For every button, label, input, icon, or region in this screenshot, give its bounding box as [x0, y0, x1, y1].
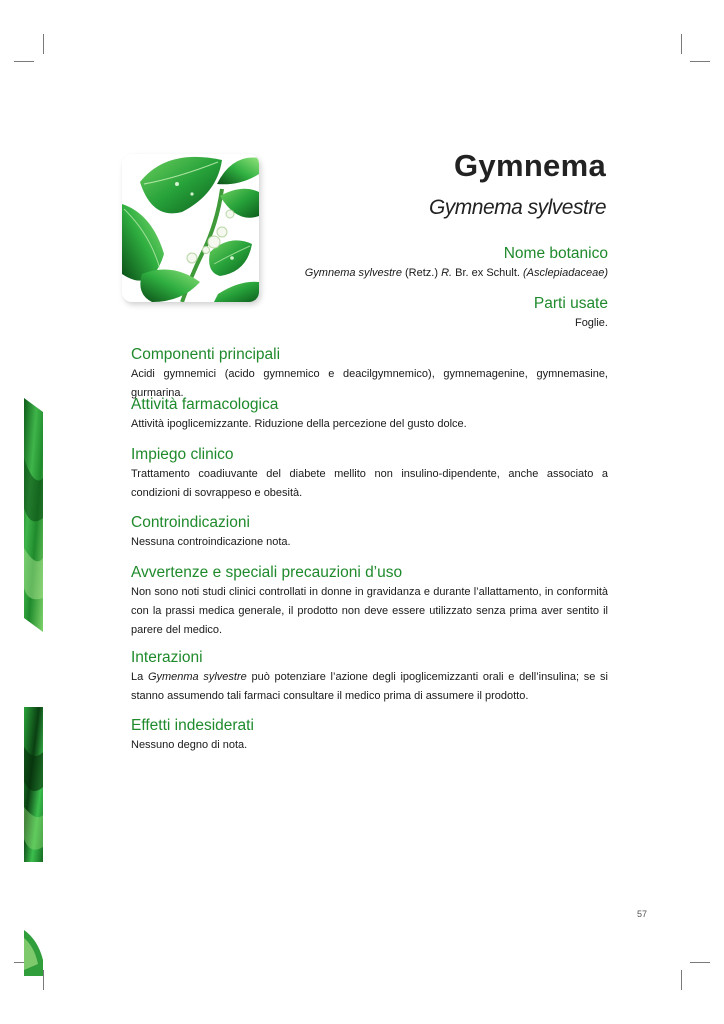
interactions-heading: Interazioni: [131, 649, 203, 666]
left-leaf-strip-middle: [24, 707, 43, 862]
page-number: 57: [636, 909, 647, 919]
crop-mark-top-right-vertical: [681, 34, 682, 54]
clinical-use-text: Trattamento coadiuvante del diabete mellito non insulino-dipendente, anche associato a condizioni di sovrappeso e obesità.: [131, 468, 608, 499]
side-effects-section: [131, 717, 608, 755]
botanical-author-r: R.: [441, 267, 453, 279]
contraindications-section: [131, 514, 608, 552]
main-components-text: Acidi gymnemici (acido gymnemico e deacilgymnemico), gymnemagenine, gymnemasine, gurmarina.: [131, 368, 608, 399]
botanical-family: (Asclepiadaceae): [523, 267, 608, 279]
interactions-section: [131, 649, 608, 706]
crop-mark-bottom-right-vertical: [681, 970, 682, 990]
warnings-section: [131, 564, 608, 640]
clinical-use-section: [131, 446, 608, 503]
parts-used-text: Foglie.: [574, 317, 608, 329]
interactions-text: [131, 668, 608, 706]
left-leaf-strip-upper: [24, 398, 43, 632]
main-components-section: [131, 346, 608, 403]
interactions-text-prefix: La: [131, 671, 148, 683]
botanical-author-2: Br. ex Schult.: [452, 267, 523, 279]
contraindications-heading: Controindicazioni: [131, 514, 250, 531]
crop-mark-bottom-right-horizontal: [690, 962, 710, 963]
interactions-text-species: Gymenma sylvestre: [147, 671, 247, 683]
parts-used-heading: Parti usate: [533, 295, 608, 312]
warnings-text: Non sono noti studi clinici controllati in donne in gravidanza e durante l’allattamento, in conformità con la prassi medica generale, il prodotto non deve essere utilizzato senza prima aver sentito il parere del medico.: [131, 586, 608, 636]
interactions-text-suffix: può potenziare l’azione degli ipoglicemizzanti orali e dell’insulina; se si stanno assumendo tali farmaci consultare il medico prima di assumere il prodotto.: [131, 671, 608, 702]
crop-mark-top-left-horizontal: [14, 61, 34, 62]
pharmacological-activity-text: Attività ipoglicemizzante. Riduzione della percezione del gusto dolce.: [131, 418, 467, 430]
crop-mark-top-left-vertical: [43, 34, 44, 54]
crop-mark-bottom-left-vertical: [43, 970, 44, 990]
page-title: Gymnema: [454, 148, 606, 183]
parts-used-section: [534, 295, 608, 329]
left-leaf-strip-lower: [24, 930, 43, 976]
botanical-species: Gymnema sylvestre: [304, 267, 402, 279]
plant-photo: [122, 154, 259, 302]
page-subtitle: Gymnema sylvestre: [428, 196, 606, 219]
side-effects-heading: Effetti indesiderati: [131, 717, 254, 734]
botanical-name-section: [305, 245, 608, 279]
warnings-heading: Avvertenze e speciali precauzioni d’uso: [131, 564, 403, 581]
pharmacological-activity-heading: Attività farmacologica: [131, 396, 279, 413]
botanical-name-text: [305, 267, 608, 279]
main-components-heading: Componenti principali: [131, 346, 281, 363]
clinical-use-heading: Impiego clinico: [131, 446, 234, 463]
botanical-name-heading: Nome botanico: [503, 245, 608, 262]
crop-mark-top-right-horizontal: [690, 61, 710, 62]
pharmacological-activity-section: [131, 396, 608, 434]
botanical-author-1: (Retz.): [401, 267, 442, 279]
contraindications-text: Nessuna controindicazione nota.: [131, 536, 291, 548]
side-effects-text: Nessuno degno di nota.: [131, 739, 248, 751]
